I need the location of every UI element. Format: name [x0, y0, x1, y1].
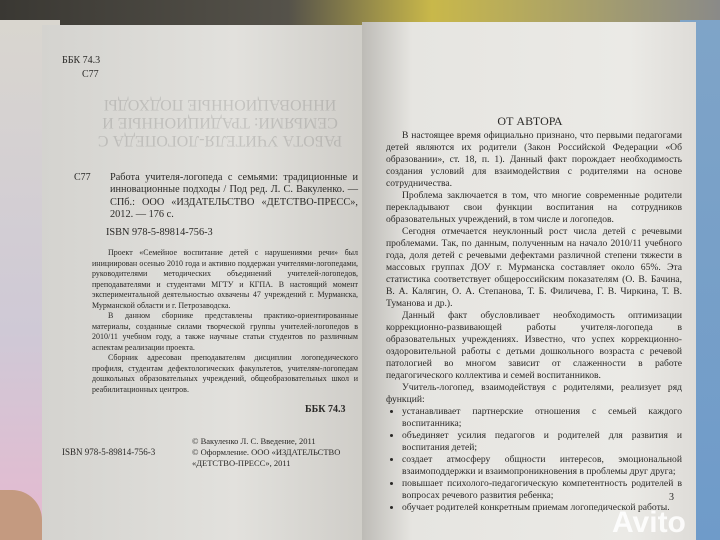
list-item: • обучает родителей конкретным приемам логопедической работы. — [402, 502, 682, 514]
paragraph: В настоящее время официально признано, что первыми педагогами детей являются их родители (Закон Российской Федерации «Об образовании», ст. 18, п. 1). Данный факт порождает необходимость создания условий для взаимодействия с родителями на основе сотрудничества. — [386, 130, 682, 189]
section-heading: ОТ АВТОРА — [497, 114, 563, 128]
list-item: • устанавливает партнерские отношения с семьей каждого воспитанника; — [402, 406, 682, 430]
list-item: • повышает психолого-педагогическую компетентность родителей в вопросах речевого развития ребенка; — [402, 478, 682, 502]
bbk-bottom: ББК 74.3 — [305, 404, 346, 415]
author-text — [386, 130, 682, 514]
copyright — [192, 436, 352, 469]
isbn-bottom: ISBN 978-5-89814-756-3 — [62, 447, 156, 457]
list-item: • объединяет усилия педагогов и родителей для развития и воспитания детей; — [402, 430, 682, 454]
annotation-paragraph: Сборник адресован преподавателям дисциплин логопедического профиля, студентам дефектологических факультетов, учителям-логопедам дошкольных образовательных учреждений, общеобразовательных школ и реабилитационных центров. — [92, 353, 358, 394]
annotation-paragraph: Проект «Семейное воспитание детей с нарушениями речи» был инициирован осенью 2010 года и активно поддержан учителями-логопедами, руководителями методических объединений учителей-логопедов, преподавателями и студентами МГТУ и КГПА. В настоящий момент экспериментальной деятельностью охвачены 47 учреждений г. Мурманска, Мурманской области и г. Петрозаводска. — [92, 248, 358, 310]
catalog-entry: Работа учителя-логопеда с семьями: традиционные и инновационные подходы / Под ред. Л. С. Вакуленко. — СПб.: ООО «ИЗДАТЕЛЬСТВО «ДЕТСТВО-ПРЕСС», 2012. — 176 с. — [110, 172, 358, 220]
paragraph: Данный факт обусловливает необходимость оптимизации коррекционно-развивающей работы учителя-логопеда в образовательных учреждениях. Известно, что успех коррекционно-оздоровительной работы с детьми дошкольного возраста с речевой патологией во многом зависит от слаженности в работе педагогического коллектива и семей воспитанников. — [386, 310, 682, 381]
list-item: • создает атмосферу общности интересов, эмоциональной взаимоподдержки и взаимопроникновения в проблемы друг друга; — [402, 454, 682, 478]
paragraph: Проблема заключается в том, что многие современные родители перекладывают свои функции воспитания на сотрудников образовательных учреждений, в том числе и логопедов. — [386, 190, 682, 225]
show-through-title: РАБОТА УЧИТЕЛЯ-ЛОГОПЕДА С СЕМЬЯМИ: ТРАДИЦИОННЫЕ И ИННОВАЦИОННЫЕ ПОДХОДЫ — [97, 96, 343, 149]
paragraph: Сегодня отмечается неуклонный рост числа детей с речевыми проблемами. Так, по данным, полученным на начало 2010/11 учебного года, доля детей с речевыми дефектами различной степени тяжести в массовых группах ДОУ г. Мурманска составляет около 65%. Эта статистика соответствует общероссийским показателям (О. В. Бачина, В. А. Калягин, О. А. Степанова, Т. Б. Филичева, Г. В. Чиркина, Т. В. Туманова и др.). — [386, 226, 682, 309]
page-number: 3 — [669, 492, 674, 503]
copyright-line: © Оформление. ООО «ИЗДАТЕЛЬСТВО «ДЕТСТВО-ПРЕСС», 2011 — [192, 447, 341, 468]
paragraph: Учитель-логопед, взаимодействуя с родителями, реализует ряд функций: — [386, 382, 682, 405]
copyright-line: © Вакуленко Л. С. Введение, 2011 — [192, 436, 316, 446]
isbn: ISBN 978-5-89814-756-3 — [106, 227, 213, 238]
catalog-code: С77 — [74, 172, 91, 183]
annotation-paragraph: В данном сборнике представлены практико-ориентированные материалы, созданные силами творческой группы учителей-логопедов в 2010/11 учебном году, а также научные статьи студентов по различным аспектам реализации проекта. — [92, 311, 358, 352]
bbk-top: ББК 74.3 — [62, 55, 101, 66]
avito-watermark: Avito — [612, 506, 686, 539]
code-top: С77 — [82, 69, 99, 80]
annotation — [92, 248, 358, 395]
functions-list — [386, 406, 682, 514]
